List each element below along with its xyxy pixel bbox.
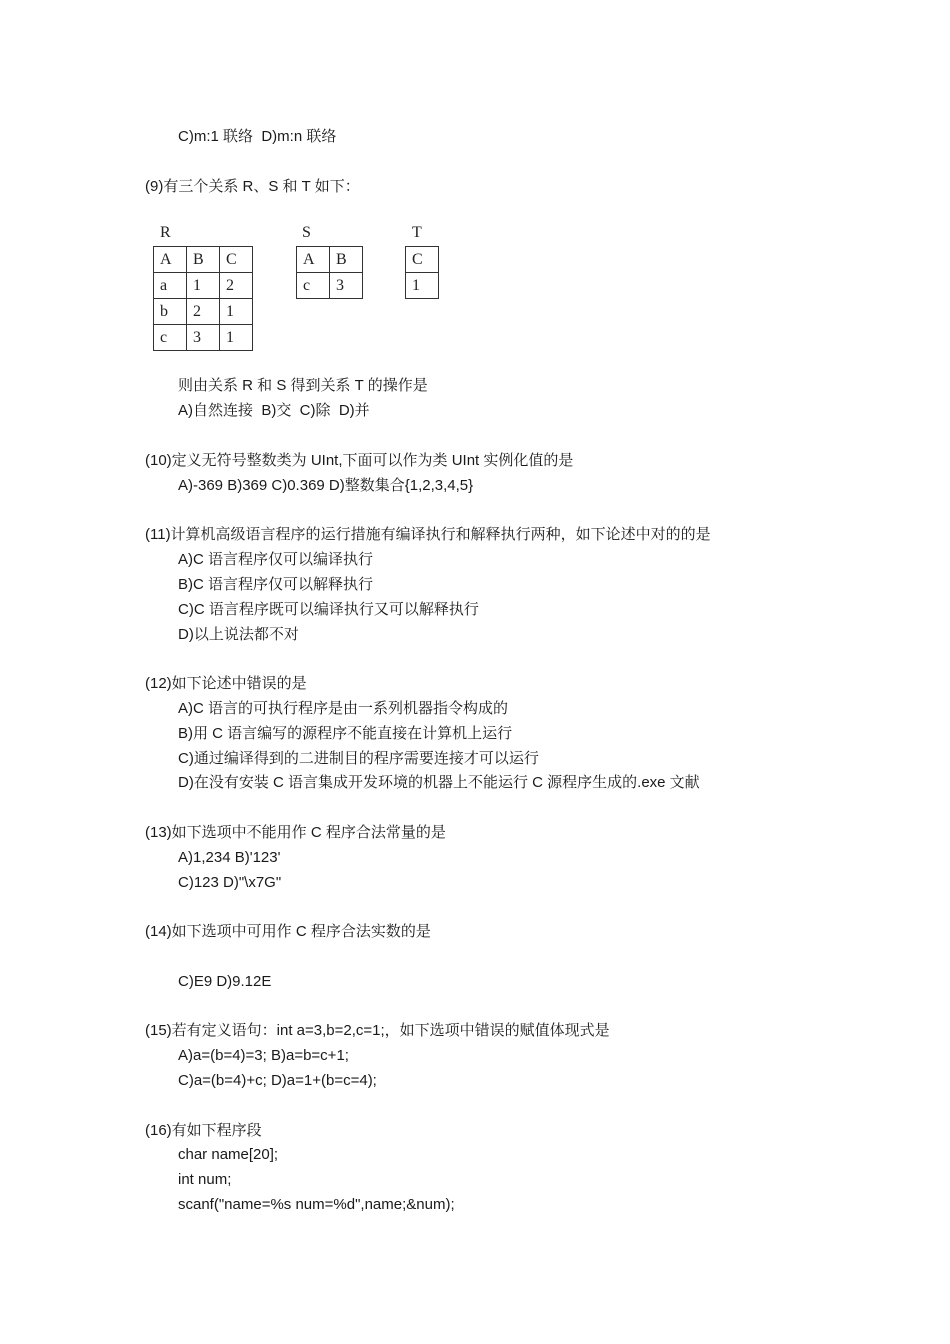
relation-s-row bbox=[297, 247, 363, 273]
q8-options-cd: C)m:1 联络 D)m:n 联络 bbox=[178, 128, 337, 145]
option-line: B)C 语言程序仅可以解释执行 bbox=[178, 576, 374, 593]
relation-cell: B bbox=[330, 247, 363, 273]
option-line: C)a=(b=4)+c; D)a=1+(b=c=4); bbox=[178, 1072, 377, 1089]
option-line: C)E9 D)9.12E bbox=[178, 973, 272, 990]
q9-options: A)自然连接 B)交 C)除 D)并 bbox=[178, 402, 370, 419]
question-line: (16)有如下程序段 bbox=[145, 1122, 262, 1139]
question-line: (14)如下选项中可用作 C 程序合法实数的是 bbox=[145, 923, 431, 940]
relation-cell: 1 bbox=[220, 299, 253, 325]
relation-cell: 1 bbox=[220, 325, 253, 351]
relation-cell: c bbox=[297, 273, 330, 299]
option-line: char name[20]; bbox=[178, 1146, 279, 1163]
relation-r-row bbox=[154, 299, 253, 325]
relation-r-row bbox=[154, 325, 253, 351]
relation-t-row bbox=[406, 247, 439, 273]
question-line: (12)如下论述中错误的是 bbox=[145, 675, 307, 692]
relation-cell: B bbox=[187, 247, 220, 273]
option-line: A)a=(b=4)=3; B)a=b=c+1; bbox=[178, 1047, 349, 1064]
option-line: D)以上说法都不对 bbox=[178, 626, 299, 643]
question-line: (11)计算机高级语言程序的运行措施有编译执行和解释执行两种，如下论述中对的的是 bbox=[145, 526, 711, 543]
option-line: A)1,234 B)'123' bbox=[178, 849, 281, 866]
relation-cell: 1 bbox=[406, 273, 439, 299]
option-line: int num; bbox=[178, 1171, 232, 1188]
relation-r-name: R bbox=[160, 224, 171, 241]
relation-cell: a bbox=[154, 273, 187, 299]
option-line: A)-369 B)369 C)0.369 D)整数集合{1,2,3,4,5} bbox=[178, 477, 474, 494]
option-line: C)123 D)"\x7G" bbox=[178, 874, 282, 891]
relation-cell: 1 bbox=[187, 273, 220, 299]
option-line: scanf("name=%s num=%d",name;&num); bbox=[178, 1196, 455, 1213]
relation-cell: b bbox=[154, 299, 187, 325]
relation-cell: 3 bbox=[187, 325, 220, 351]
relation-cell: A bbox=[154, 247, 187, 273]
relation-cell: 2 bbox=[220, 273, 253, 299]
relation-cell: 3 bbox=[330, 273, 363, 299]
question-line: (13)如下选项中不能用作 C 程序合法常量的是 bbox=[145, 824, 446, 841]
relation-cell: A bbox=[297, 247, 330, 273]
option-line: A)C 语言的可执行程序是由一系列机器指令构成的 bbox=[178, 700, 509, 717]
relation-t-name: T bbox=[412, 224, 422, 241]
relation-s-table bbox=[296, 246, 363, 299]
option-line: D)在没有安装 C 语言集成开发环境的机器上不能运行 C 源程序生成的.exe 文献 bbox=[178, 774, 700, 791]
relation-t-table bbox=[405, 246, 439, 299]
relation-cell: c bbox=[154, 325, 187, 351]
option-line: A)C 语言程序仅可以编译执行 bbox=[178, 551, 374, 568]
q9-stem: 则由关系 R 和 S 得到关系 T 的操作是 bbox=[178, 377, 428, 394]
question-line: (10)定义无符号整数类为 UInt,下面可以作为类 UInt 实例化值的是 bbox=[145, 452, 574, 469]
relation-cell: C bbox=[220, 247, 253, 273]
relation-t-row bbox=[406, 273, 439, 299]
relation-cell: 2 bbox=[187, 299, 220, 325]
relation-r-table bbox=[153, 246, 253, 351]
relation-s-row bbox=[297, 273, 363, 299]
q9-question: (9)有三个关系 R、S 和 T 如下： bbox=[145, 178, 360, 195]
option-line: C)C 语言程序既可以编译执行又可以解释执行 bbox=[178, 601, 479, 618]
relation-s-name: S bbox=[302, 224, 311, 241]
option-line: C)通过编译得到的二进制目的程序需要连接才可以运行 bbox=[178, 750, 539, 767]
option-line: B)用 C 语言编写的源程序不能直接在计算机上运行 bbox=[178, 725, 513, 742]
relation-r-row bbox=[154, 247, 253, 273]
relation-cell: C bbox=[406, 247, 439, 273]
question-line: (15)若有定义语句：int a=3,b=2,c=1;，如下选项中错误的赋值体现式是 bbox=[145, 1022, 610, 1039]
relation-r-row bbox=[154, 273, 253, 299]
